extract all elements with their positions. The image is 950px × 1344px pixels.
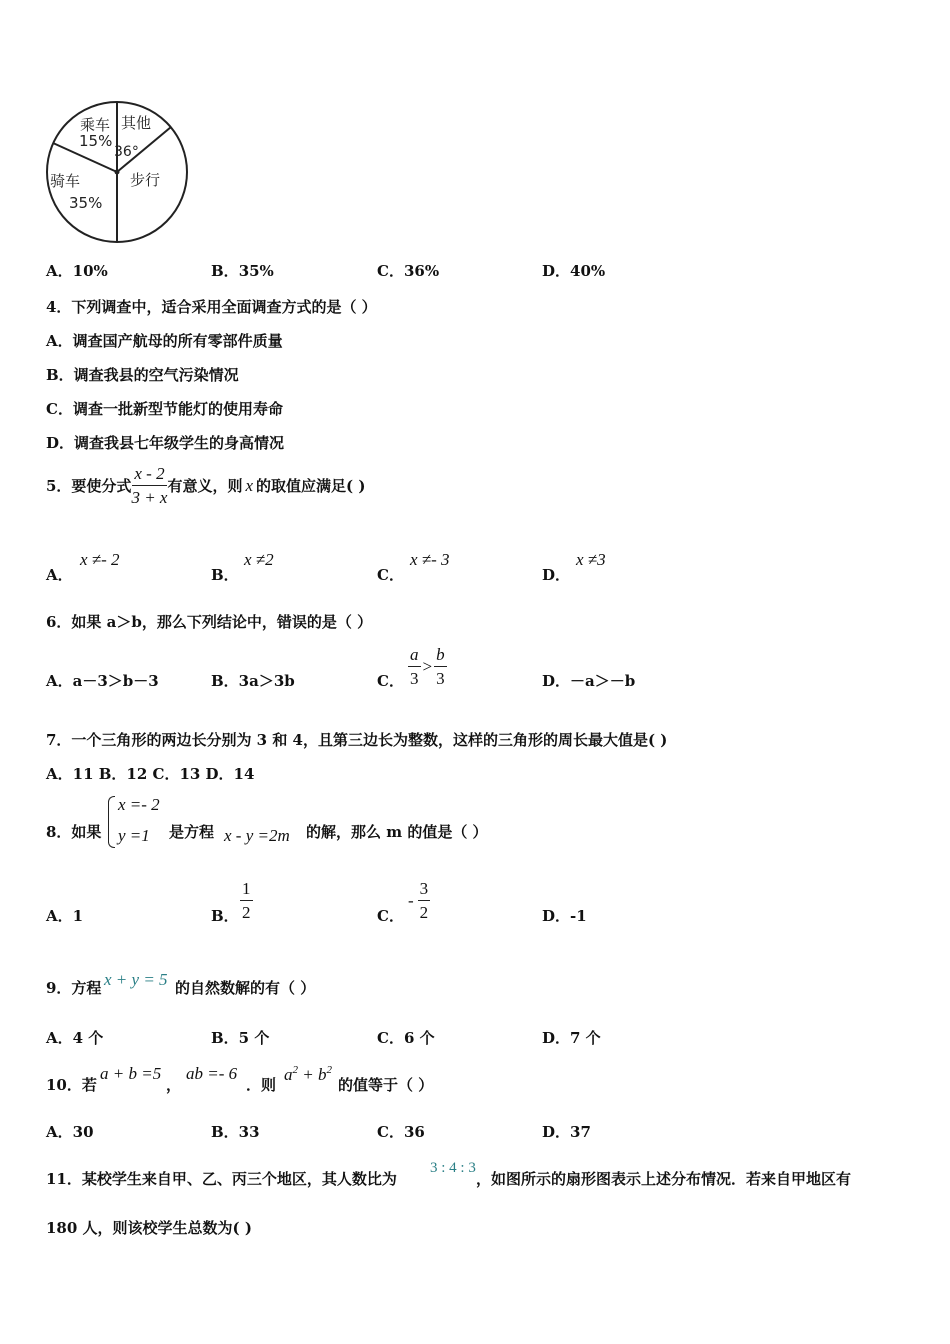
q10-expr3: $a^2 + b^2$ bbox=[284, 1064, 332, 1084]
q9-option-b: B．5 个 bbox=[211, 1029, 270, 1047]
q6-option-a: A．a－3＞b－3 bbox=[46, 672, 159, 690]
q4-option-b: B．调查我县的空气污染情况 bbox=[46, 366, 239, 384]
pie-label-ride: 乘车 bbox=[80, 116, 111, 134]
pie-label-walk: 步行 bbox=[130, 171, 161, 189]
q10-option-d: D．37 bbox=[542, 1123, 591, 1141]
q8-option-a: A．1 bbox=[46, 907, 84, 925]
q10-pre: 10．若 bbox=[46, 1076, 97, 1094]
q5-option-c: x ≠- 3 bbox=[410, 550, 450, 569]
q5-label-a: A． bbox=[46, 566, 73, 584]
q8-option-d: D．-1 bbox=[542, 907, 587, 925]
q5-label-d: D． bbox=[542, 566, 571, 584]
pie-angle: 36° bbox=[114, 144, 139, 160]
q8-equation: x - y =2m bbox=[224, 826, 290, 845]
q4-option-c: C．调查一批新型节能灯的使用寿命 bbox=[46, 400, 283, 418]
q5-fraction: $\frac{x - 2}{3 + x}$ bbox=[131, 464, 168, 507]
q8-option-c: - $\frac{3}{2}$ bbox=[408, 879, 429, 922]
pie-chart-figure bbox=[42, 98, 192, 248]
q10-expr2: ab =- 6 bbox=[186, 1064, 238, 1083]
q5-label-b: B． bbox=[211, 566, 239, 584]
q4-option-d: D．调查我县七年级学生的身高情况 bbox=[46, 434, 285, 452]
q10-expr1: a + b =5 bbox=[100, 1064, 162, 1083]
q5-label-c: C． bbox=[377, 566, 404, 584]
q3-option-b: B．35% bbox=[211, 262, 274, 280]
pie-label-bike: 骑车 bbox=[50, 172, 81, 190]
q9-option-c: C．6 个 bbox=[377, 1029, 435, 1047]
q10-option-b: B．33 bbox=[211, 1123, 260, 1141]
pie-label-other: 其他 bbox=[121, 114, 152, 132]
q7-stem: 7．一个三角形的两边长分别为 3 和 4，且第三边长为整数，这样的三角形的周长最大值是( ) bbox=[46, 731, 668, 749]
q8-system-eq1: x =- 2 bbox=[118, 795, 160, 814]
pie-center bbox=[115, 170, 120, 175]
q6-label-c: C． bbox=[377, 672, 404, 690]
q8-option-b: $\frac{1}{2}$ bbox=[242, 879, 251, 922]
pie-pct-bike: 35% bbox=[69, 194, 103, 212]
q8-mid: 是方程 bbox=[169, 823, 215, 841]
q10-post: 的值等于（ ） bbox=[338, 1076, 434, 1094]
q10-mid: ．则 bbox=[246, 1076, 277, 1094]
q6-option-d: D．－a＞－b bbox=[542, 672, 636, 690]
q7-options: A．11 B．12 C．13 D．14 bbox=[46, 765, 255, 783]
q11-line2: 180 人，则该校学生总数为( ) bbox=[46, 1219, 252, 1237]
q10-option-a: A．30 bbox=[46, 1123, 94, 1141]
q4-option-a: A．调查国产航母的所有零部件质量 bbox=[46, 332, 283, 350]
q11-pre: 11．某校学生来自甲、乙、丙三个地区，其人数比为 bbox=[46, 1170, 397, 1188]
q3-option-a: A．10% bbox=[46, 262, 108, 280]
pie-pct-ride: 15% bbox=[79, 132, 113, 150]
q8-label-b: B． bbox=[211, 907, 239, 925]
q3-option-d: D．40% bbox=[542, 262, 606, 280]
q5-option-d: x ≠3 bbox=[576, 550, 606, 569]
q8-system-eq2: y =1 bbox=[118, 826, 150, 845]
q9-pre: 9．方程 bbox=[46, 979, 102, 997]
q8-pre: 8．如果 bbox=[46, 823, 102, 841]
q6-stem: 6．如果 a＞b，那么下列结论中，错误的是（ ） bbox=[46, 613, 373, 631]
q6-option-b: B．3a＞3b bbox=[211, 672, 295, 690]
q4-stem: 4．下列调查中，适合采用全面调查方式的是（ ） bbox=[46, 298, 377, 316]
q5-stem: 5．要使分式 $\frac{x - 2}{3 + x}$ 有意义，则 x 的取值应满足( ) bbox=[46, 464, 366, 507]
q10-option-c: C．36 bbox=[377, 1123, 425, 1141]
q3-option-c: C．36% bbox=[377, 262, 440, 280]
q8-brace bbox=[108, 796, 115, 848]
q6-option-c: $\frac{a}{3}$ > $\frac{b}{3}$ bbox=[410, 645, 445, 688]
q9-post: 的自然数解的有（ ） bbox=[175, 979, 316, 997]
q9-equation: x + y = 5 bbox=[104, 970, 168, 989]
q9-option-d: D．7 个 bbox=[542, 1029, 601, 1047]
q11-post: ，如图所示的扇形图表示上述分布情况．若来自甲地区有 bbox=[476, 1170, 852, 1188]
q11-ratio: 3 : 4 : 3 bbox=[430, 1160, 476, 1176]
q5-option-a: x ≠- 2 bbox=[80, 550, 120, 569]
q9-option-a: A．4 个 bbox=[46, 1029, 104, 1047]
q8-label-c: C． bbox=[377, 907, 404, 925]
q10-comma: ， bbox=[166, 1076, 182, 1094]
q8-post: 的解，那么 m 的值是（ ） bbox=[306, 823, 488, 841]
q5-option-b: x ≠2 bbox=[244, 550, 274, 569]
